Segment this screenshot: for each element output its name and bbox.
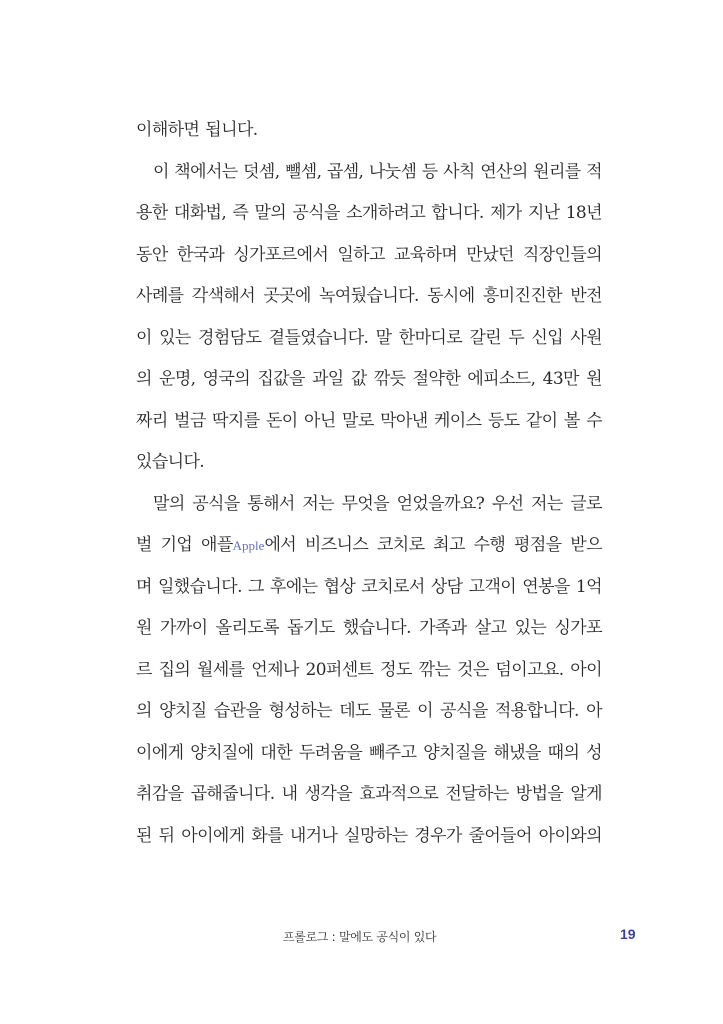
- page-number: 19: [620, 926, 636, 942]
- text-line: [136, 444, 602, 486]
- word: 일했습니다.: [157, 576, 242, 597]
- word: 싱가포: [554, 618, 602, 638]
- word: 대화법,: [173, 203, 227, 223]
- word: 아: [586, 701, 602, 721]
- word: 아이: [570, 659, 602, 680]
- word: 됩니다.: [205, 120, 258, 140]
- word: 곱셈,: [326, 161, 364, 182]
- word: 두: [508, 327, 525, 348]
- word: 이해하면: [136, 120, 200, 140]
- word: 같이: [525, 410, 558, 431]
- word: 그: [248, 576, 264, 597]
- word: 곱해줍니다.: [190, 784, 275, 804]
- word: 운명,: [159, 369, 196, 389]
- text-line: [136, 818, 602, 860]
- word: 말로: [342, 410, 374, 431]
- word: 두려움을: [298, 742, 363, 763]
- word: 한마디로: [398, 327, 463, 348]
- word: 신입: [531, 327, 564, 348]
- word: 수행: [473, 535, 506, 555]
- word: 43만: [542, 369, 579, 389]
- word: 있습니다.: [136, 452, 205, 472]
- word: 습관을: [213, 701, 262, 721]
- text-line: [136, 237, 602, 279]
- word: 공식을: [440, 701, 488, 721]
- word: 때의: [547, 742, 580, 763]
- word: 해냈을: [493, 742, 541, 763]
- word: 등도: [487, 410, 520, 431]
- word: 제가: [489, 203, 522, 223]
- word: 막아낸: [380, 410, 428, 431]
- word: 우선: [491, 493, 524, 514]
- word: 한국과: [176, 244, 225, 265]
- word: 돈이: [265, 410, 298, 431]
- word: 사원: [570, 327, 602, 348]
- word: 깎듯: [373, 369, 406, 389]
- word: 성: [586, 742, 602, 763]
- word: 공식을: [192, 493, 240, 514]
- word: 녹여뒀습니다.: [319, 286, 419, 306]
- running-footer-title: 프롤로그 : 말에도 공식이 있다: [283, 930, 437, 944]
- text-line: [136, 320, 602, 362]
- word: 취감을: [136, 784, 184, 804]
- word: 수: [586, 410, 602, 431]
- word: 생각을: [304, 784, 353, 804]
- word: 아이에게: [181, 825, 245, 846]
- word: 원: [586, 369, 602, 389]
- word: 실망하는: [344, 825, 408, 846]
- word: 글로: [570, 493, 602, 514]
- word: 고객이: [468, 576, 517, 597]
- word: 일하고: [337, 244, 385, 265]
- word: 받으: [570, 535, 602, 555]
- word: 비즈니스: [304, 535, 369, 555]
- word: 공식을: [292, 203, 340, 223]
- word: 사칙: [443, 161, 475, 182]
- word: 기업: [160, 535, 193, 555]
- word: 내: [281, 784, 298, 804]
- text-line: [136, 527, 602, 569]
- word: 책에서는: [174, 161, 238, 182]
- word: 것은: [457, 659, 489, 680]
- word: 합니다.: [431, 203, 484, 223]
- word: 동안: [136, 244, 168, 265]
- word: 양치질을: [423, 742, 487, 763]
- word: 딱지를: [212, 410, 260, 431]
- word: 된: [136, 825, 152, 846]
- word: 직장인들의: [522, 244, 602, 265]
- word: 집값을: [257, 369, 305, 389]
- word: 말: [375, 327, 392, 348]
- word: 빼주고: [368, 742, 417, 763]
- text-line: [136, 278, 602, 320]
- word: 전달하는: [445, 784, 509, 804]
- text-line: [136, 195, 602, 237]
- word: 대한: [260, 742, 293, 763]
- word: 덧셈,: [243, 161, 280, 182]
- word: 의: [136, 369, 152, 389]
- word: 있는: [159, 327, 191, 348]
- word: 짜리: [136, 410, 168, 431]
- word: 있는: [514, 618, 547, 638]
- word: 절약한: [412, 369, 461, 389]
- word: 벌금: [174, 410, 206, 431]
- text-line: [136, 154, 602, 196]
- word: 즉: [232, 203, 249, 223]
- word: 벌: [136, 535, 152, 555]
- word: 값: [350, 369, 367, 389]
- word: 돕기도: [287, 618, 335, 638]
- word: 1억: [575, 576, 602, 597]
- word: 에피소드,: [467, 369, 536, 389]
- word: 갈린: [469, 327, 501, 348]
- word: 곳곳에: [263, 286, 311, 306]
- word: 협상: [323, 576, 356, 597]
- word: 코치로서: [361, 576, 425, 597]
- word: 깎는: [418, 659, 451, 680]
- word: 집의: [158, 659, 191, 680]
- text-line: [136, 112, 602, 154]
- page-footer: [0, 928, 723, 948]
- word: 원리를: [533, 161, 581, 182]
- word: 교육하며: [393, 244, 458, 265]
- word: 후에는: [270, 576, 318, 597]
- word: 만났던: [466, 244, 514, 265]
- word: 언제나: [251, 659, 299, 680]
- word: 싱가포르에서: [233, 244, 329, 265]
- word: 무엇을: [341, 493, 390, 514]
- word: 곁들였습니다.: [268, 327, 369, 348]
- word: 뺄셈,: [284, 161, 322, 182]
- word: 영국의: [202, 369, 251, 389]
- text-line: [136, 403, 602, 445]
- word: 형성하는: [268, 701, 332, 721]
- word: 등: [421, 161, 438, 182]
- word: 덤이고요.: [495, 659, 564, 680]
- word: 20퍼센트: [305, 659, 374, 680]
- word: 말의: [153, 493, 185, 514]
- word: 상담: [430, 576, 463, 597]
- word: 가까이: [160, 618, 208, 638]
- word: 이: [417, 701, 433, 721]
- word: 용한: [136, 203, 168, 223]
- word: 케이스: [433, 410, 482, 431]
- word: 연봉을: [522, 576, 570, 597]
- word: 줄어들어: [468, 825, 532, 846]
- word: 코치로: [376, 535, 425, 555]
- word: 원: [136, 618, 152, 638]
- word: 아닌: [304, 410, 336, 431]
- word: 의: [136, 701, 152, 721]
- word: 이: [136, 327, 152, 348]
- text-line: [136, 693, 602, 735]
- word: 말의: [254, 203, 287, 223]
- word: 효과적으로: [359, 784, 439, 804]
- word: 양치질에: [190, 742, 254, 763]
- word: 소개하려고: [346, 203, 426, 223]
- word: 가족과: [419, 618, 467, 638]
- word: 이에게: [136, 742, 184, 763]
- word: 아이와의: [538, 825, 602, 846]
- word: 이: [153, 161, 169, 182]
- word: 물론: [378, 701, 410, 721]
- word: 통해서: [247, 493, 295, 514]
- word: 흥미진진한: [482, 286, 562, 306]
- word: 동시에: [427, 286, 475, 306]
- text-line: [136, 776, 602, 818]
- word: 과일: [311, 369, 344, 389]
- word: 양치질: [159, 701, 207, 721]
- text-line: [136, 361, 602, 403]
- word: 지난: [527, 203, 560, 223]
- word: 올리도록: [215, 618, 279, 638]
- word: 반전: [570, 286, 602, 306]
- word: 18년: [565, 203, 602, 223]
- word: 경험담도: [198, 327, 262, 348]
- word: 나눗셈: [368, 161, 417, 182]
- text-line: [136, 652, 602, 694]
- word: 데도: [339, 701, 371, 721]
- word: 얻었을까요?: [396, 493, 485, 514]
- word: 각색해서: [191, 286, 256, 306]
- word: 했습니다.: [342, 618, 411, 638]
- text-line: [136, 486, 602, 528]
- word: 르: [136, 659, 152, 680]
- word: 저는: [531, 493, 563, 514]
- word: 정도: [380, 659, 412, 680]
- word: 살고: [474, 618, 507, 638]
- text-line: [136, 610, 602, 652]
- english-gloss: Apple: [232, 538, 265, 553]
- word: 사례를: [136, 286, 184, 306]
- word: 적용합니다.: [494, 701, 579, 721]
- word: 내거나: [289, 825, 338, 846]
- word: 경우가: [414, 825, 462, 846]
- word: 며: [136, 576, 152, 597]
- text-line: [136, 735, 602, 777]
- word: 알게: [570, 784, 602, 804]
- word: 방법을: [515, 784, 564, 804]
- word: 적: [586, 161, 602, 182]
- word: 볼: [563, 410, 580, 431]
- word: 저는: [302, 493, 334, 514]
- word: 평점을: [514, 535, 562, 555]
- word: 월세를: [197, 659, 245, 680]
- word: 화를: [251, 825, 284, 846]
- word: 뒤: [158, 825, 175, 846]
- page-body: [136, 112, 602, 859]
- text-line: [136, 569, 602, 611]
- word: 연산의: [480, 161, 528, 182]
- word: 최고: [433, 535, 465, 555]
- word: 애플Apple에서: [201, 535, 297, 555]
